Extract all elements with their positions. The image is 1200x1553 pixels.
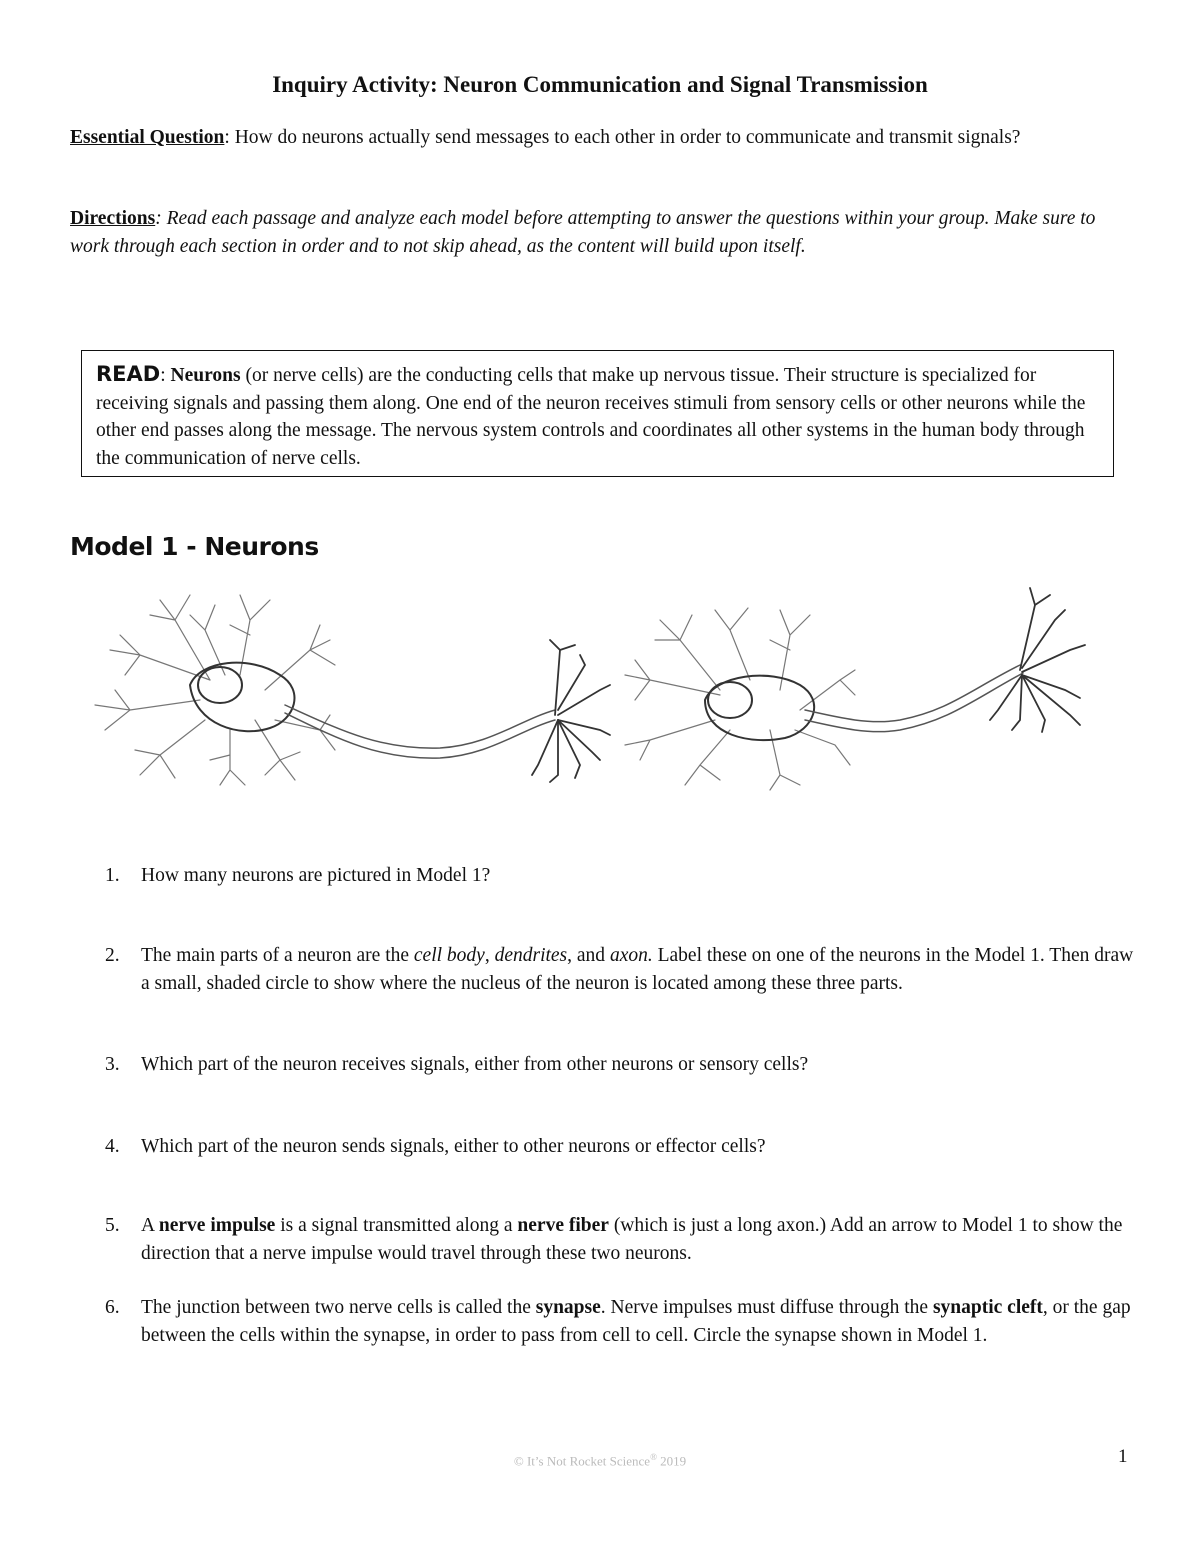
dendrites-right: [625, 608, 855, 790]
essential-question-text: : How do neurons actually send messages to each other in order to communicate and transmit signals?: [224, 127, 1021, 148]
copyright-footer: © It’s Not Rocket Science® 2019: [513, 1452, 687, 1469]
question-number: 2.: [105, 945, 120, 966]
read-tag: READ: [96, 362, 161, 386]
question-4: [105, 1133, 1135, 1161]
question-text: Which part of the neuron receives signals, either from other neurons or sensory cells?: [141, 1054, 809, 1075]
question-3: [105, 1051, 1135, 1079]
question-text: How many neurons are pictured in Model 1?: [141, 865, 491, 886]
question-text: Which part of the neuron sends signals, either to other neurons or effector cells?: [141, 1136, 766, 1157]
question-text: A nerve impulse is a signal transmitted along a nerve fiber (which is just a long axon.) Add an arrow to Model 1 to show the direction that a nerve impulse would travel through these two neurons.: [141, 1215, 1123, 1264]
question-number: 3.: [105, 1054, 120, 1075]
question-number: 1.: [105, 865, 120, 886]
neuron-right: [625, 588, 1085, 790]
question-number: 6.: [105, 1297, 120, 1318]
directions-text: : Read each passage and analyze each model before attempting to answer the questions within your group. Make sure to work through each section in order and to not skip ahead, as the content will build upon itself.: [70, 208, 1096, 257]
read-term: Neurons: [170, 365, 241, 386]
question-1: [105, 862, 1135, 890]
question-number: 4.: [105, 1136, 120, 1157]
model-heading: Model 1 - Neurons: [70, 532, 319, 561]
directions-label: Directions: [70, 208, 156, 229]
axon-terminals-right: [990, 588, 1085, 732]
essential-question-label: Essential Question: [70, 127, 225, 148]
question-2: [105, 942, 1135, 997]
neuron-left: [95, 595, 610, 785]
axon-left: [285, 705, 555, 748]
dendrites-left: [95, 595, 335, 785]
question-text: The main parts of a neuron are the cell body, dendrites, and axon. Label these on one of the neurons in the Model 1. Then draw a small, shaded circle to show where the nucleus of the neuron is located among these three parts.: [141, 945, 1134, 994]
question-5: [105, 1212, 1135, 1267]
page-title: Inquiry Activity: Neuron Communication and Signal Transmission: [272, 72, 928, 97]
page-number: 1: [1118, 1446, 1128, 1467]
nucleus-right: [708, 682, 752, 718]
essential-question: [70, 124, 1130, 152]
axon-terminals-left: [532, 640, 610, 782]
question-6: [105, 1294, 1135, 1349]
directions: [70, 205, 1130, 261]
nucleus-left: [198, 667, 242, 703]
read-box: [81, 350, 1114, 477]
neuron-figure: [80, 580, 1140, 795]
read-colon: :: [160, 365, 166, 386]
read-text: (or nerve cells) are the conducting cells that make up nervous tissue. Their structure is specialized for receiving signals and passing them along. One end of the neuron receives stimuli from sensory cells or other neurons while the other end passes along the message. The nervous system controls and coordinates all other systems in the human body through the communication of nerve cells.: [96, 365, 1086, 469]
question-text: The junction between two nerve cells is called the synapse. Nerve impulses must diffuse through the synaptic cleft, or the gap between the cells within the synapse, in order to pass from cell to cell. Circle the synapse shown in Model 1.: [141, 1297, 1131, 1346]
question-number: 5.: [105, 1215, 120, 1236]
